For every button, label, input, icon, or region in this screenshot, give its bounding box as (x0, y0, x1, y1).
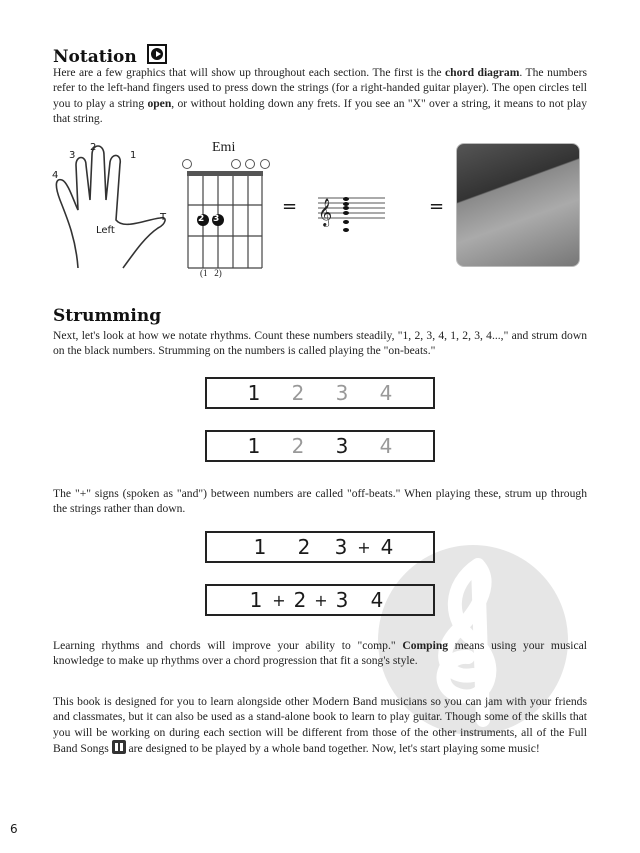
chord-diagram (180, 140, 270, 280)
offbeat: + (272, 590, 286, 610)
finger-dot: 2 (198, 214, 205, 224)
beat: 3 (334, 535, 348, 559)
beat: 4 (379, 381, 393, 405)
beat: 2 (291, 434, 305, 458)
chord-name: Emi (212, 140, 236, 155)
left-hand-diagram (48, 140, 173, 270)
beat: 4 (380, 535, 394, 559)
beat: 3 (335, 381, 349, 405)
finger-label: 4 (52, 170, 59, 181)
offbeats-paragraph: The "+" signs (spoken as "and") between numbers are called "off-beats." When playing these, strum up through the strings rather than down. (53, 487, 587, 516)
finger-label: T (160, 212, 167, 223)
equals-sign: = (429, 196, 445, 217)
closing-paragraph: This book is designed for you to learn alongside other Modern Band musicians so you can jam with your friends and classmates, but it can also be used as a stand-alone book to learn to play guitar. Though some of the skills that you will be working on during each section will be different from those of the other instruments, all of the Full Band Songs are designed to be played by a whole band together. Now, let's start playing some music! (53, 695, 587, 756)
play-video-icon[interactable] (147, 44, 167, 64)
fingering-label: (1 2) (200, 268, 222, 278)
svg-text:𝄞: 𝄞 (318, 200, 333, 226)
rhythm-box-3 (205, 531, 435, 563)
notation-paragraph: Here are a few graphics that will show up throughout each section. The first is the chord diagram. The numbers refer to the left-hand fingers used to press down the strings (for a right-handed guitar player). The open circles tell you to play a string open, or without holding down any frets. If you see an "X" over a string, it means to not play that string. (53, 66, 587, 126)
equals-sign: = (282, 196, 298, 217)
beat: 4 (379, 434, 393, 458)
rhythm-box-2 (205, 430, 435, 462)
beat: 4 (370, 588, 384, 612)
finger-label: 1 (130, 150, 137, 161)
beat: 1 (249, 588, 263, 612)
beat: 2 (297, 535, 311, 559)
finger-label: 2 (90, 142, 97, 153)
staff-notation (300, 190, 390, 235)
beat: 3 (335, 434, 349, 458)
offbeat: + (314, 590, 328, 610)
comping-paragraph: Learning rhythms and chords will improve your ability to "comp." Comping means using your musical knowledge to make up rhythms over a chord progression that fit a song's style. (53, 639, 587, 668)
hand-label: Left (96, 225, 115, 236)
page-number: 6 (10, 822, 18, 836)
strumming-heading: Strumming (53, 306, 162, 326)
notation-heading: Notation (53, 44, 167, 67)
beat: 1 (247, 381, 261, 405)
rhythm-box-1 (205, 377, 435, 409)
rhythm-box-4 (205, 584, 435, 616)
chord-photo (456, 143, 580, 267)
strumming-paragraph: Next, let's look at how we notate rhythms. Count these numbers steadily, "1, 2, 3, 4, 1, 2, 3, 4...," and strum down on the black numbers. Strumming on the numbers is called playing the "on-beats." (53, 329, 587, 358)
beat: 1 (253, 535, 267, 559)
beat: 3 (335, 588, 349, 612)
finger-dot: 3 (213, 214, 220, 224)
beat: 1 (247, 434, 261, 458)
finger-label: 3 (69, 150, 76, 161)
full-band-icon (112, 740, 126, 754)
offbeat: + (357, 537, 371, 557)
beat: 2 (293, 588, 307, 612)
beat: 2 (291, 381, 305, 405)
